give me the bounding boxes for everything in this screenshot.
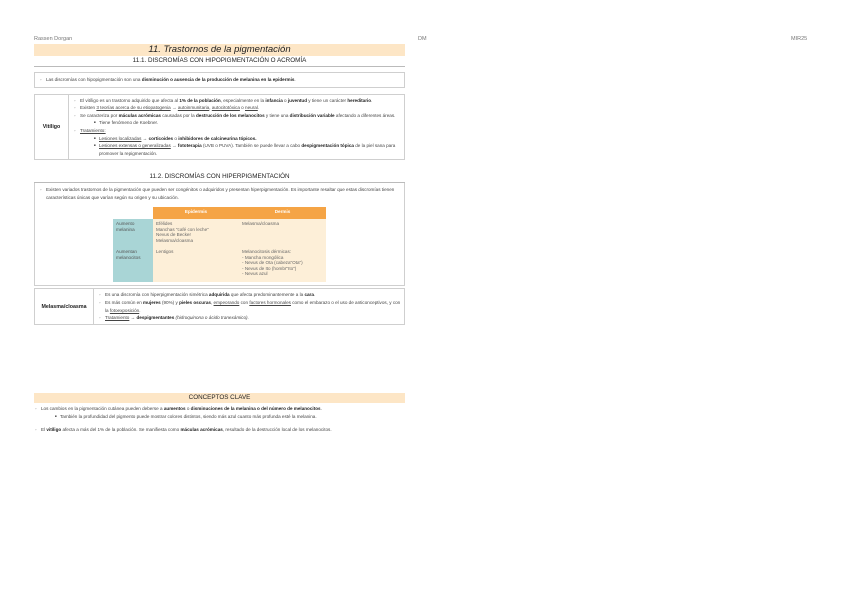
key-concept-2: ◦ El vitíligo afecta a más del 1% de la población. Se manifiesta como máculas acrómicas, resultado de la destrucción local de los melanocitos.: [34, 426, 405, 434]
document-page: [34, 44, 405, 325]
section-1-intro: ◦ Las discromías con hipopigmentación son una disminución o ausencia de la producción de melanina en la epidermis.: [39, 76, 400, 84]
vitiligo-point-1: ◦ El vitíligo es un trastorno adquirido que afecta al 1% de la población, especialmente en la infancia o juventud y tiene un carácter hereditario.: [73, 97, 401, 105]
melasma-label: Melasma/cloasma: [35, 289, 94, 323]
vitiligo-treatment: ◦ Tratamiento:: [73, 127, 401, 135]
melasma-content: [94, 289, 404, 323]
vitiligo-row: [34, 94, 405, 161]
section-2-intro: ◦ Existen variados trastornos de la pigmentación que pueden ser congénitos o adquiridos y presentan hiperpigmentación. Es importante resaltar que estas discromías tienen características únicas que varían según su origen y su ubicación.: [39, 186, 400, 201]
vitiligo-koebner: ■ Tiene fenómeno de Koebner.: [73, 119, 401, 127]
section-1-intro-box: [34, 72, 405, 88]
table-row-melanin-head: Aumento melanina: [113, 219, 153, 247]
table-cell-melanin-epidermis: Efélides Manchas "café con leche" Nevus de Becker Melasma/cloasma: [153, 219, 239, 247]
section-1-heading: 11.1. DISCROMÍAS CON HIPOPIGMENTACIÓN O ACROMÍA: [34, 56, 405, 67]
vitiligo-point-3: ◦ Se caracteriza por máculas acrómicas causadas por la destrucción de los melanocitos y tiene una distribución variable afectando a diferentes áreas.: [73, 112, 401, 120]
key-concepts-heading: CONCEPTOS CLAVE: [34, 393, 405, 403]
melasma-point-2: ◦ Es más común en mujeres (90%) y pieles oscuras, empeorando con factores hormonales como el embarazo o el uso de anticonceptivos, y con la fotoexposición.: [98, 299, 401, 314]
vitiligo-content: [69, 95, 404, 160]
table-cell-melanocytes-dermis: Melanocitosis dérmicas: - Mancha mongólica - Nevus de Ota (cabeza"Ota") - Nevus de Ito (hombr"Ito") - Nevus azul: [239, 247, 326, 282]
table-header-epidermis: Epidermis: [153, 207, 239, 219]
vitiligo-point-2: ◦ Existen 3 teorías acerca de su etiopatogenia → autoinmunitaria, autocitotóxica o neural.: [73, 104, 401, 112]
key-concept-1: ◦ Los cambios en la pigmentación cutánea pueden deberse a aumentos o disminuciones de la melanina o del número de melanocitos.: [34, 405, 405, 413]
section-2-intro-box: [34, 183, 405, 286]
key-concept-1-detail: ■ También la profundidad del pigmento puede mostrar colores distintos, siendo más azul cuanto más profunda esté la melanina.: [34, 413, 405, 421]
header-author: Rassen Dorgan: [34, 36, 73, 42]
melasma-row: [34, 288, 405, 324]
vitiligo-treatment-local: ■ Lesiones localizadas → corticoides o inhibidores de calcineurina tópicos.: [73, 135, 401, 143]
chapter-title: 11. Trastornos de la pigmentación: [34, 44, 405, 56]
melasma-point-1: ◦ Es una discromía con hiperpigmentación simétrica adquirida que afecta predominantemente a la cara.: [98, 291, 401, 299]
section-2-heading: 11.2. DISCROMÍAS CON HIPERPIGMENTACIÓN: [34, 172, 405, 183]
melasma-point-3: ◦ Tratamiento → despigmentantes (hidroquinona o ácido tranexámico).: [98, 314, 401, 322]
hyperpigmentation-table: [113, 207, 326, 282]
table-cell-melanocytes-epidermis: Lentigos: [153, 247, 239, 282]
header-center: DM: [418, 36, 427, 42]
table-header-dermis: Dermis: [239, 207, 326, 219]
vitiligo-treatment-extensive: ■ Lesiones extensas o generalizadas → fototerapia (UVB o PUVA). También se puede llevar a cabo despigmentación tópica de la piel sana para promover la repigmentación.: [73, 142, 401, 157]
header-right: MIR25: [791, 36, 808, 42]
table-cell-melanin-dermis: Melasma/cloasma: [239, 219, 326, 247]
table-row-melanocytes-head: Aumentan melanocitos: [113, 247, 153, 282]
vitiligo-label: Vitíligo: [35, 95, 69, 160]
key-concepts: [34, 405, 405, 434]
